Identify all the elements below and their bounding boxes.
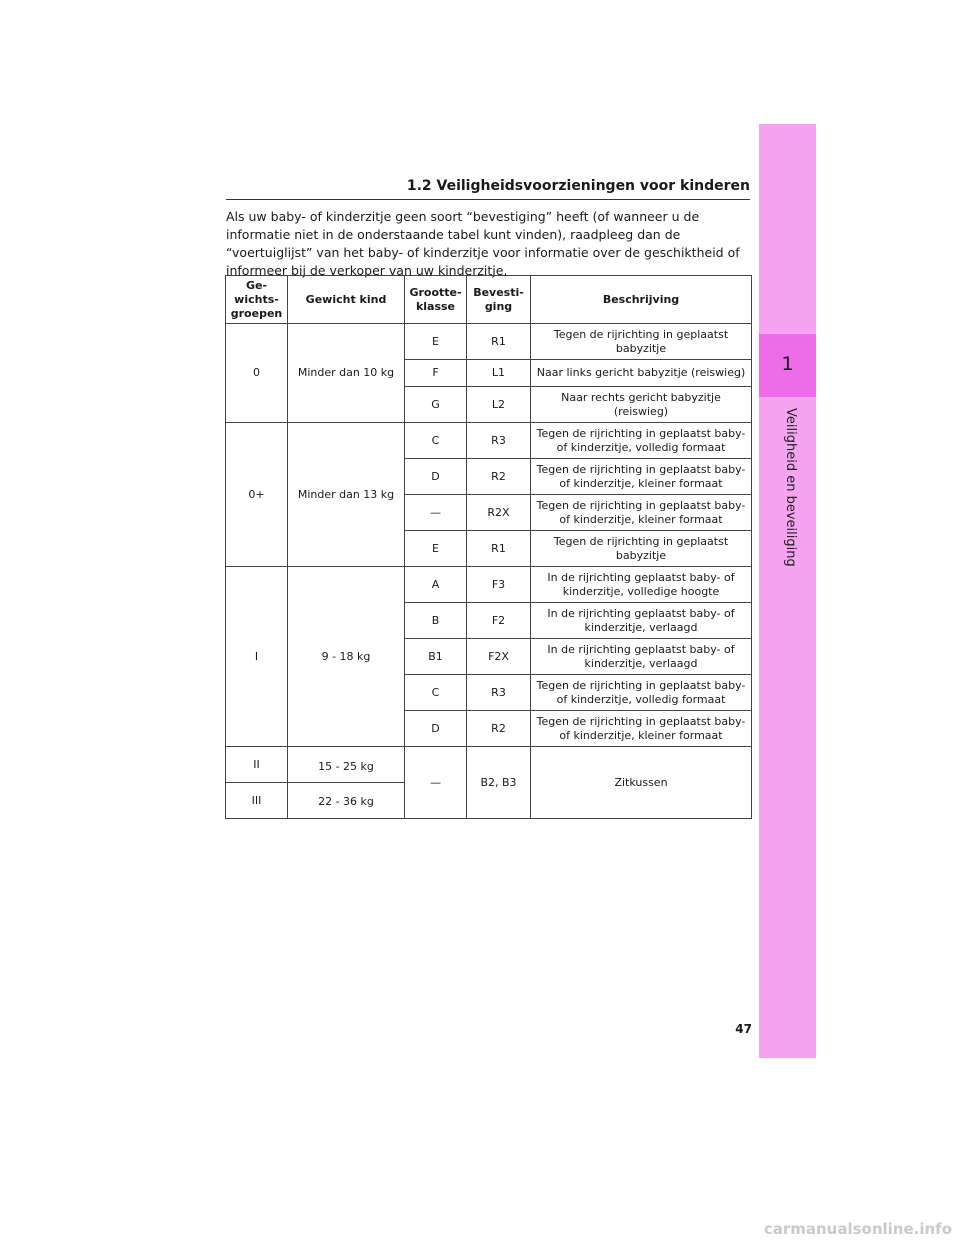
size-cell: E: [405, 324, 467, 360]
size-cell: B1: [405, 639, 467, 675]
weight-cell: Minder dan 13 kg: [288, 423, 405, 567]
description-cell: In de rijrichting geplaatst baby- of kinderzitje, verlaagd: [531, 639, 752, 675]
description-cell: Naar links gericht babyzitje (reiswieg): [531, 360, 752, 387]
header-weight: Gewicht kind: [288, 276, 405, 324]
title-rule: [226, 199, 750, 200]
fixture-cell: F3: [467, 567, 531, 603]
weight-cell: 9 - 18 kg: [288, 567, 405, 747]
description-cell: Naar rechts gericht babyzitje (reiswieg): [531, 387, 752, 423]
weight-cell: 22 - 36 kg: [288, 783, 405, 819]
table-row: [226, 747, 752, 783]
size-cell: D: [405, 711, 467, 747]
size-cell: G: [405, 387, 467, 423]
size-cell: E: [405, 531, 467, 567]
description-cell: In de rijrichting geplaatst baby- of kinderzitje, volledige hoogte: [531, 567, 752, 603]
table-row: [226, 567, 752, 603]
header-size: Grootte- klasse: [405, 276, 467, 324]
group-cell: 0: [226, 324, 288, 423]
watermark: carmanualsonline.info: [763, 1220, 952, 1238]
chapter-side-tab: [759, 124, 816, 1058]
description-cell: Tegen de rijrichting in geplaatst baby- of kinderzitje, kleiner formaat: [531, 711, 752, 747]
table-row: [226, 324, 752, 360]
fixture-cell: L1: [467, 360, 531, 387]
fixture-cell: F2X: [467, 639, 531, 675]
fixture-cell: R2: [467, 459, 531, 495]
description-cell: Tegen de rijrichting in geplaatst baby- of kinderzitje, kleiner formaat: [531, 459, 752, 495]
weight-cell: 15 - 25 kg: [288, 747, 405, 783]
fixture-cell: R1: [467, 324, 531, 360]
fixture-cell: R3: [467, 423, 531, 459]
group-cell: II: [226, 747, 288, 783]
child-seat-table: [225, 275, 752, 819]
description-cell: Tegen de rijrichting in geplaatst baby- of kinderzitje, volledig formaat: [531, 675, 752, 711]
chapter-number: 1: [781, 353, 794, 375]
fixture-cell: B2, B3: [467, 747, 531, 819]
intro-paragraph: Als uw baby- of kinderzitje geen soort “bevestiging” heeft (of wanneer u de informatie niet in de onderstaande tabel kunt vinden), raadpleeg dan de “voertuiglijst” van het baby- of kinderzitje voor informatie over de geschiktheid of informeer bij de verkoper van uw kinderzitje.: [226, 209, 740, 278]
table-header-row: [226, 276, 752, 324]
size-cell: C: [405, 423, 467, 459]
fixture-cell: R1: [467, 531, 531, 567]
header-group: Ge- wichts- groepen: [226, 276, 288, 324]
header-description: Beschrijving: [531, 276, 752, 324]
header-fixture: Bevesti- ging: [467, 276, 531, 324]
weight-cell: Minder dan 10 kg: [288, 324, 405, 423]
table-row: [226, 423, 752, 459]
size-cell: B: [405, 603, 467, 639]
fixture-cell: F2: [467, 603, 531, 639]
fixture-cell: R3: [467, 675, 531, 711]
size-cell: C: [405, 675, 467, 711]
group-cell: I: [226, 567, 288, 747]
description-cell: Tegen de rijrichting in geplaatst baby- of kinderzitje, volledig formaat: [531, 423, 752, 459]
group-cell: III: [226, 783, 288, 819]
description-cell: Tegen de rijrichting in geplaatst babyzitje: [531, 324, 752, 360]
fixture-cell: L2: [467, 387, 531, 423]
chapter-label: Veiligheid en beveiliging: [783, 408, 798, 567]
fixture-cell: R2: [467, 711, 531, 747]
group-cell: 0+: [226, 423, 288, 567]
description-cell: In de rijrichting geplaatst baby- of kinderzitje, verlaagd: [531, 603, 752, 639]
size-cell: —: [405, 747, 467, 819]
description-cell: Tegen de rijrichting in geplaatst baby- of kinderzitje, kleiner formaat: [531, 495, 752, 531]
section-title: 1.2 Veiligheidsvoorzieningen voor kinderen: [406, 178, 750, 194]
size-cell: A: [405, 567, 467, 603]
size-cell: F: [405, 360, 467, 387]
page-number: 47: [735, 1022, 752, 1036]
size-cell: D: [405, 459, 467, 495]
fixture-cell: R2X: [467, 495, 531, 531]
description-cell: Zitkussen: [531, 747, 752, 819]
description-cell: Tegen de rijrichting in geplaatst babyzitje: [531, 531, 752, 567]
size-cell: —: [405, 495, 467, 531]
